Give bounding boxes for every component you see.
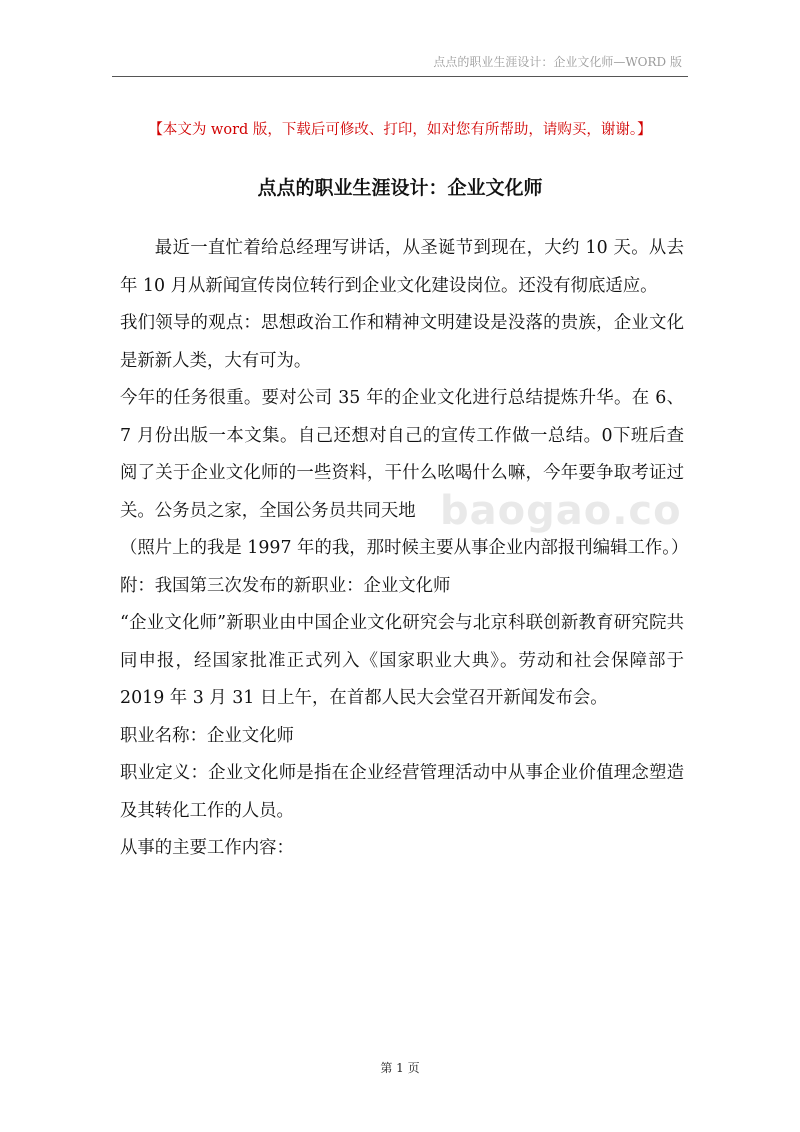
paragraph-2: 我们领导的观点：思想政治工作和精神文明建设是没落的贵族，企业文化是新新人类，大有可为。 [120, 313, 684, 371]
paragraph-4: （照片上的我是 1997 年的我，那时候主要从事企业内部报刊编辑工作。） [120, 538, 689, 558]
document-body [120, 230, 689, 868]
paragraph-1: 最近一直忙着给总经理写讲话，从圣诞节到现在，大约 10 天。从去年 10 月从新闻宣传岗位转行到企业文化建设岗位。还没有彻底适应。 [120, 238, 684, 296]
header-divider [112, 76, 688, 77]
running-header: 点点的职业生涯设计：企业文化师—WORD 版 [433, 55, 682, 69]
page-number: 第 1 页 [380, 1061, 420, 1075]
paragraph-9: 从事的主要工作内容： [120, 838, 294, 858]
paragraph-5: 附：我国第三次发布的新职业：企业文化师 [120, 575, 451, 596]
paragraph-3: 今年的任务很重。要对公司 35 年的企业文化进行总结提炼升华。在 6、7 月份出版一本文集。自己还想对自己的宣传工作做一总结。0下班后查阅了关于企业文化师的一些资料，干什么吆喝什么嘛，今年要争取考证过关。公务员之家，全国公务员共同天地 [120, 388, 684, 521]
paragraph-6: “企业文化师”新职业由中国企业文化研究会与北京科联创新教育研究院共同申报，经国家批准正式列入《国家职业大典》。劳动和社会保障部于 2019 年 3 月 31 日上午，在首都人民大会堂召开新闻发布会。 [120, 613, 684, 708]
paragraph-8: 职业定义：企业文化师是指在企业经营管理活动中从事企业价值理念塑造及其转化工作的人员。 [120, 763, 684, 821]
download-notice: 【本文为 word 版，下载后可修改、打印，如对您有所帮助，请购买，谢谢。】 [148, 122, 652, 138]
watermark-logo: baogao.co [440, 488, 682, 534]
document-title: 点点的职业生涯设计：企业文化师 [257, 177, 543, 199]
paragraph-7: 职业名称：企业文化师 [120, 725, 294, 746]
